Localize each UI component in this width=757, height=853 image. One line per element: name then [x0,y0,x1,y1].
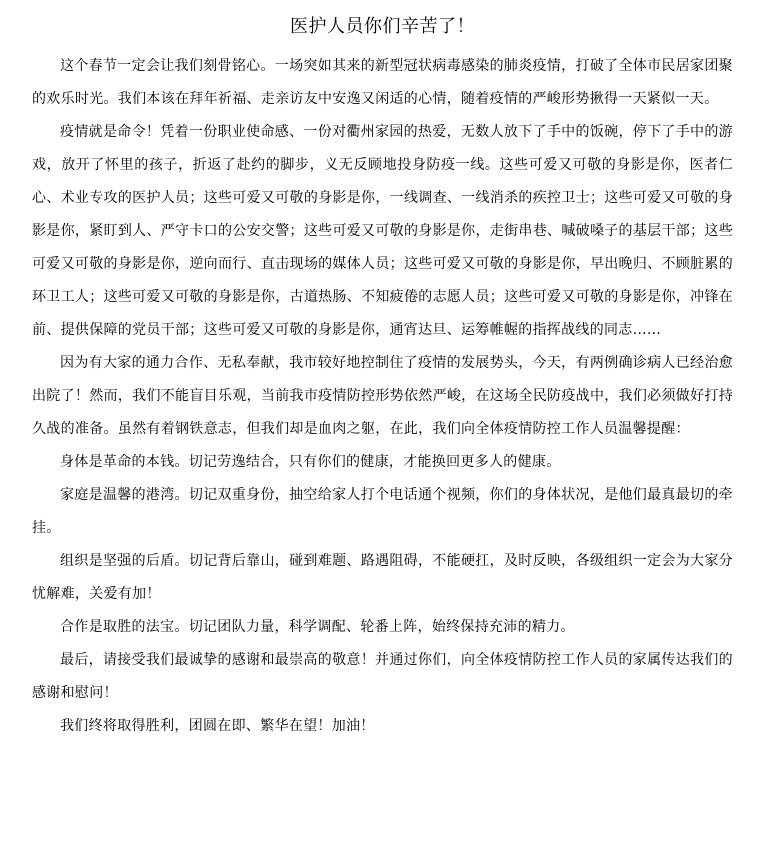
paragraph-thanks: 最后，请接受我们最诚挚的感谢和最崇高的敬意！并通过你们，向全体疫情防控工作人员的家属传达我们的感谢和慰问！ [32,652,733,701]
paragraph-closing: 我们终将取得胜利，团圆在即、繁华在望！加油！ [60,718,375,734]
document-title: 医护人员你们辛苦了！ [290,16,475,37]
paragraph-health: 身体是革命的本钱。切记劳逸结合，只有你们的健康，才能换回更多人的健康。 [60,454,561,470]
paragraph-family: 家庭是温馨的港湾。切记双重身份，抽空给家人打个电话通个视频，你们的身体状况，是他们最真最切的牵挂。 [32,487,733,536]
paragraph-reminder: 因为有大家的通力合作、无私奉献，我市较好地控制住了疫情的发展势头，今天，有两例确诊病人已经治愈出院了！然而，我们不能盲目乐观，当前我市疫情防控形势依然严峻，在这场全民防疫战中，我们必须做好打持久战的准备。虽然有着钢铁意志，但我们却是血肉之躯，在此，我们向全体疫情防控工作人员温馨提醒： [32,355,733,437]
paragraph-intro: 这个春节一定会让我们刻骨铭心。一场突如其来的新型冠状病毒感染的肺炎疫情，打破了全体市民居家团聚的欢乐时光。我们本该在拜年祈福、走亲访友中安逸又闲适的心情，随着疫情的严峻形势揪得一天紧似一天。 [32,58,733,107]
paragraph-organization: 组织是坚强的后盾。切记背后靠山，碰到难题、路遇阻碍，不能硬扛，及时反映，各级组织一定会为大家分忧解难，关爱有加！ [32,553,733,602]
paragraph-frontline-workers: 疫情就是命令！凭着一份职业使命感、一份对衢州家园的热爱，无数人放下了手中的饭碗，停下了手中的游戏，放开了怀里的孩子，折返了赴约的脚步，义无反顾地投身防疫一线。这些可爱又可敬的身影是你，医者仁心、术业专攻的医护人员；这些可爱又可敬的身影是你，一线调查、一线消杀的疾控卫士；这些可爱又可敬的身影是你，紧盯到人、严守卡口的公安交警；这些可爱又可敬的身影是你，走街串巷、喊破嗓子的基层干部；这些可爱又可敬的身影是你，逆向而行、直击现场的媒体人员；这些可爱又可敬的身影是你，早出晚归、不顾脏累的环卫工人；这些可爱又可敬的身影是你，古道热肠、不知疲倦的志愿人员；这些可爱又可敬的身影是你，冲锋在前、提供保障的党员干部；这些可爱又可敬的身影是你，通宵达旦、运筹帷幄的指挥战线的同志…… [32,124,733,338]
paragraph-teamwork: 合作是取胜的法宝。切记团队力量，科学调配、轮番上阵，始终保持充沛的精力。 [60,619,575,635]
